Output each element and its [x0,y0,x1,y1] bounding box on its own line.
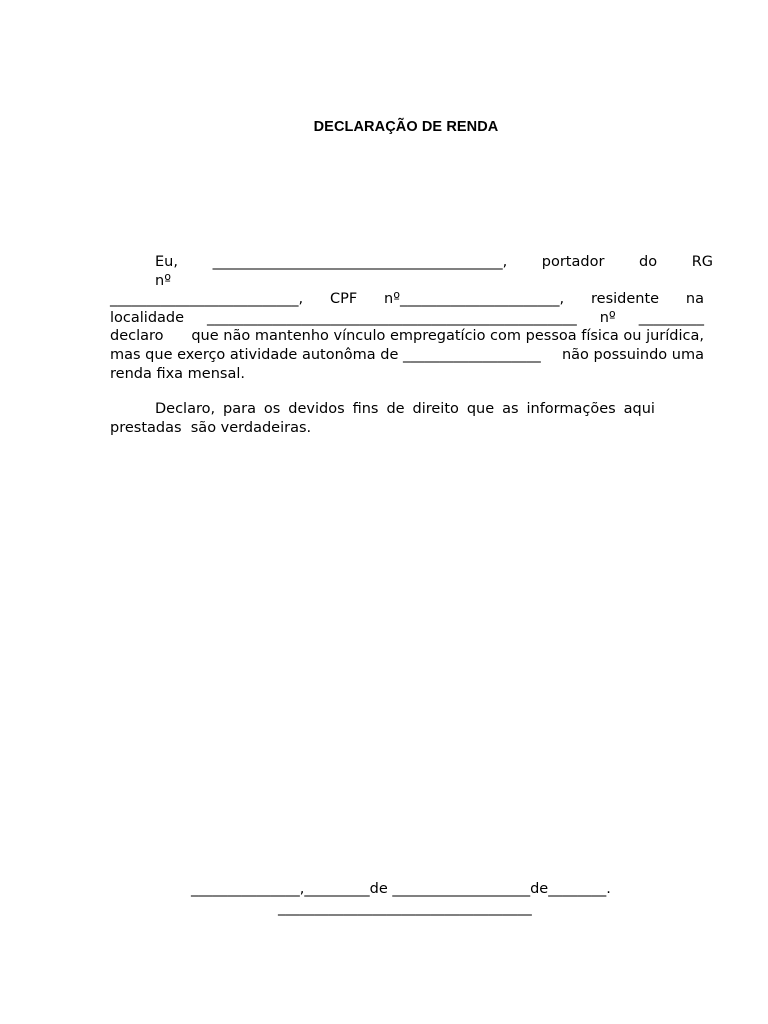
text-devidos: devidos [288,401,345,417]
text-para: para [223,401,256,417]
activity-blank-text: mas que exerço atividade autonôma de ___________________ [110,347,541,363]
text-aqui: aqui [623,401,655,417]
date-line: _______________,_________de ___________________de________. [191,881,611,897]
text-declaro-rest: que não mantenho vínculo empregatício com pessoa física ou jurídica, [191,328,704,344]
paragraph1-line3 [110,290,704,308]
text-as: as [502,401,519,417]
paragraph1-line1 [155,253,713,271]
text-declaro: declaro [110,328,164,344]
paragraph2-line2: prestadas são verdadeiras. [110,420,312,436]
text-nao-possuindo: não possuindo uma [561,347,704,363]
number-blank: _________ [638,310,704,326]
text-localidade: localidade [110,310,185,326]
text-do: do [639,254,658,270]
paragraph1-line6 [110,346,704,364]
text-portador: portador [541,254,605,270]
document-title: DECLARAÇÃO DE RENDA [313,119,499,135]
text-direito: direito [412,401,459,417]
text-rg: RG [691,254,713,270]
text-de: de [386,401,405,417]
text-que: que [466,401,495,417]
text-no: nº [599,310,616,326]
text-cpf: CPF [329,291,358,307]
text-declaro2: Declaro, [155,401,216,417]
paragraph1-line2: nº [155,273,172,289]
text-residente: residente [591,291,660,307]
cpf-blank: nº______________________, [384,291,565,307]
text-informacoes: informações [526,401,616,417]
rg-blank: __________________________, [110,291,304,307]
signature-line: ___________________________________ [278,900,532,916]
text-na: na [685,291,704,307]
text-eu: Eu, [155,254,178,270]
text-os: os [263,401,281,417]
paragraph2-line1 [155,400,655,418]
address-blank: ___________________________________________________ [207,310,577,326]
paragraph1-line5 [110,327,704,345]
name-blank: ________________________________________, [212,254,508,270]
paragraph1-line7: renda fixa mensal. [110,366,245,382]
paragraph1-line4 [110,309,704,327]
text-fins: fins [352,401,379,417]
